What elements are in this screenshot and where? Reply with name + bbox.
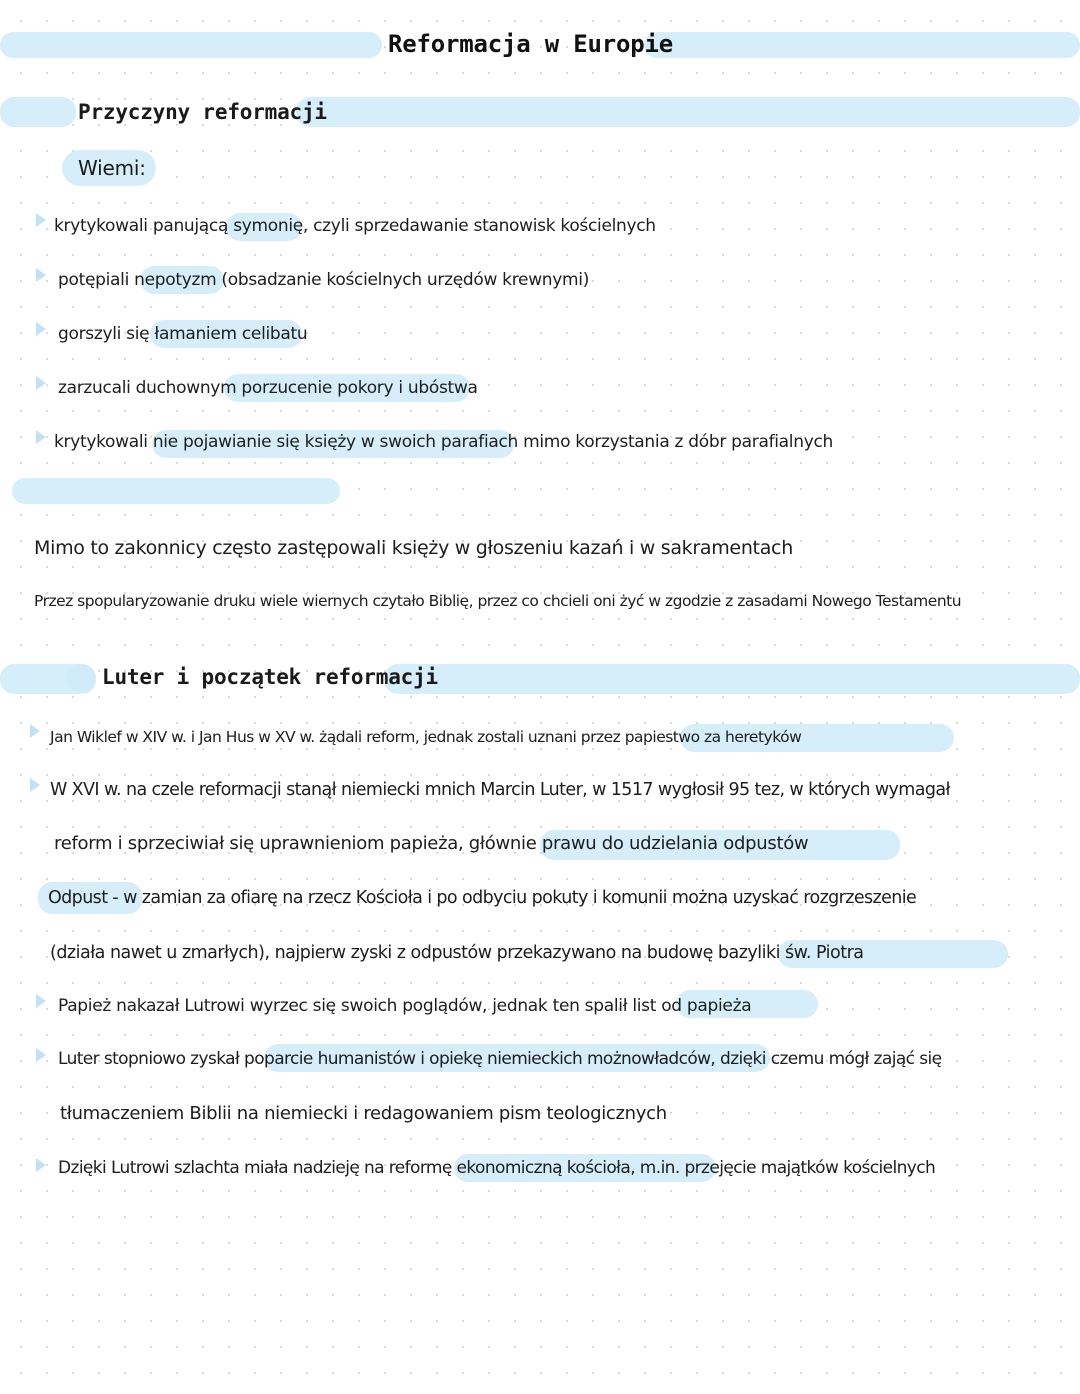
section1-paragraph-1: Mimo to zakonnicy często zastępowali księży w głoszeniu kazań i w sakramentach <box>34 537 793 559</box>
section2-line-5: (działa nawet u zmarłych), najpierw zyski z odpustów przekazywano na budowę bazyliki św. Piotra <box>50 943 864 963</box>
bullet4-marker <box>36 376 46 390</box>
line2-marker <box>30 778 40 792</box>
section2-line-1: Jan Wiklef w XIV w. i Jan Hus w XV w. żądali reform, jednak zostali uznani przez papiestwo za heretyków <box>50 728 802 746</box>
section2-line-8: tłumaczeniem Biblii na niemiecki i redagowaniem pism teologicznych <box>60 1103 667 1124</box>
section2-line-3: reform i sprzeciwiał się uprawnieniom papieża, głównie prawu do udzielania odpustów <box>54 833 809 854</box>
bullet5-marker <box>36 430 46 444</box>
section2-highlight-right <box>384 664 1080 694</box>
bullet3-marker <box>36 322 46 336</box>
bullet2-text: potępiali nepotyzm (obsadzanie kościelnych urzędów krewnymi) <box>58 270 590 290</box>
section2-line-6: Papież nakazał Lutrowi wyrzec się swoich poglądów, jednak ten spalił list od papieża <box>58 996 752 1016</box>
divider-highlight <box>12 478 340 504</box>
section1-highlight-left <box>0 97 76 127</box>
line6-marker <box>36 994 46 1008</box>
section2-line-4: Odpust - w zamian za ofiarę na rzecz Kościoła i po odbyciu pokuty i komunii można uzyskać rozgrzeszenie <box>48 888 917 908</box>
line1-marker <box>30 724 40 738</box>
line9-marker <box>36 1158 46 1172</box>
bullet4-text: zarzucali duchownym porzucenie pokory i ubóstwa <box>58 378 478 398</box>
section1-paragraph-2: Przez spopularyzowanie druku wiele wiernych czytało Biblię, przez co chcieli oni żyć w zgodzie z zasadami Nowego Testamentu <box>34 592 962 610</box>
page-title: Reformacja w Europie <box>388 30 673 58</box>
section2-line-7: Luter stopniowo zyskał poparcie humanistów i opiekę niemieckich możnowładców, dzięki czemu mógł zająć się <box>58 1049 942 1069</box>
bullet1-text: krytykowali panującą symonię, czyli sprzedawanie stanowisk kościelnych <box>54 216 656 236</box>
bullet2-marker <box>36 268 46 282</box>
line7-marker <box>36 1048 46 1062</box>
section2-line-9: Dzięki Lutrowi szlachta miała nadzieję na reformę ekonomiczną kościoła, m.in. przejęcie majątków kościelnych <box>58 1158 936 1178</box>
section1-highlight-right <box>296 97 1080 127</box>
bullet5-text: krytykowali nie pojawianie się księży w swoich parafiach mimo korzystania z dóbr parafialnych <box>54 432 833 452</box>
section2-heading-dot <box>66 664 94 692</box>
title-highlight-right <box>644 32 1080 58</box>
section1-heading: Przyczyny reformacji <box>78 100 327 124</box>
title-highlight-left <box>0 32 382 58</box>
bullet1-marker <box>36 213 46 227</box>
section2-line-2: W XVI w. na czele reformacji stanął niemiecki mnich Marcin Luter, w 1517 wygłosił 95 tez, w których wymagał <box>50 780 950 800</box>
section2-heading: Luter i początek reformacji <box>102 665 438 689</box>
section1-subheading: Wiemi: <box>78 156 146 180</box>
bullet3-text: gorszyli się łamaniem celibatu <box>58 324 308 344</box>
